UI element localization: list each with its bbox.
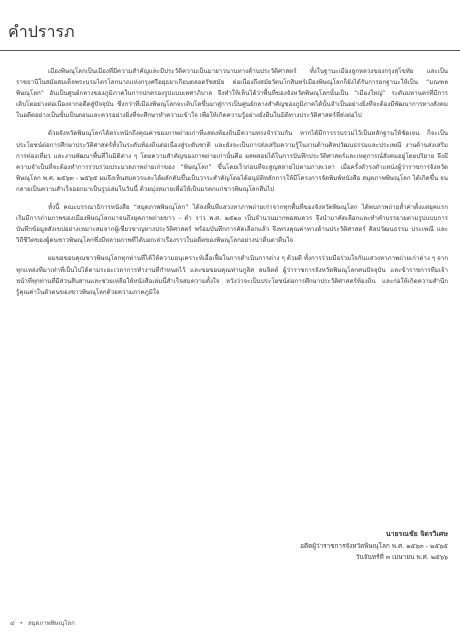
paragraph-4: ผมขอขอบคุณชาวพิษณุโลกทุกท่านที่ได้ให้ความอนุเคราะห์เอื้อเฟื้อในการดำเนินการต่าง ๆ ด้วยดี ทั้งการร่วมมือร่วมใจกันแสวงหาภาพถ่ายเก่าต่าง ๆ จากทุกแหล่งที่มาเท่าที่เป็นไปได้ตามระยะเวลาการทำงานที่กำหนดไว้ และขอขอบคุณท่านกูลิส ลนจิตต์ ผู้ว่าราชการจังหวัดพิษณุโลกคนปัจจุบัน และข้าราชการทีมเจ้าหน้าที่ทุกท่านที่มีส่วนสืบสานและช่วยเหลือให้หนังสือเล่มนี้สำเร็จสมความตั้งใจ หวังว่าจะเป็นประโยชน์ต่อการศึกษาประวัติศาสตร์ท้องถิ่น และก่อให้เกิดความสำนึกรู้คุณค่าในตัวตนของชาวพิษณุโลกด้วยความภาคภูมิใจ xyxy=(16,255,448,296)
page-title: คำปรารภ xyxy=(8,22,75,41)
page-footer xyxy=(10,618,75,628)
paragraph-3: ทั้งนี้ คณะบรรณาธิการหนังสือ “สมุดภาพพิษณุโลก” ได้ลงพื้นที่แสวงหาภาพถ่ายเก่าจากทุกพื้นที่ของจังหวัดพิษณุโลก ได้พบภาพถ่ายล้ำค่าตั้งแต่ยุคแรกเริ่มมีการถ่ายภาพของเมืองพิษณุโลกมาจนถึงยุคภาพถ่ายขาว - ดำ ราว พ.ศ. ๒๕๒๐ เป็นจำนวนมากพอสมควร จึงนำมาคัดเลือกและทำคำบรรยายตามรูปแบบการบันทึกข้อมูลสังเขปอย่างเหมาะสมจากผู้เชี่ยวชาญทางประวัติศาสตร์ พร้อมบันทึกการคัดเลือกแล้ว จึงทรงคุณค่าทางด้านประวัติศาสตร์ ศิลปวัฒนธรรม ประเพณี และวิถีชีวิตของผู้คนชาวพิษณุโลกซึ่งมีหลายภาพที่ได้บอกเล่าเรื่องราวในอดีตของพิษณุโลกอย่างน่าตื่นตาตื่นใจ xyxy=(16,204,448,245)
footer-bullet: • xyxy=(19,620,24,627)
page-number: ๔ xyxy=(10,620,15,627)
paragraph-2: ด้วยจังหวัดพิษณุโลกได้ตระหนักถึงคุณค่าของภาพถ่ายเก่าที่แสดงท้องถิ่นมีความทรงจำร่วมกัน หากได้มีการรวบรวมไว้เป็นหลักฐานให้ชัดเจน ก็จะเป็นประโยชน์ต่อการศึกษาประวัติศาสตร์ทั้งในระดับท้องถิ่นต่อเนื่องสู่ระดับชาติ และยังจะเป็นการส่งเสริมความรู้ในงานด้านศิลปวัฒนธรรมและประเพณี งานด้านส่งเสริมการท่องเที่ยว และงานพัฒนาพื้นที่ในมิติต่าง ๆ โดยความสำคัญของภาพถ่ายเก่านั้นคือ ผลพลอยได้ในการบันทึกประวัติศาสตร์และเหตุการณ์สังคมอยู่โดยปริยาย จึงมีความจำเป็นที่จะต้องทำการรวบรวมประมวลภาพถ่ายเก่าของ “พิษณุโลก” ขึ้นโดยเร็วก่อนที่จะสูญสลายไปตามกาลเวลา เมื่อครั้งดำรงตำแหน่งผู้ว่าราชการจังหวัดพิษณุโลก พ.ศ. ๒๕๖๓ - ๒๕๖๕ ผมจึงเห็นสมควรและได้ผลักดันขึ้นเป็นวาระสำคัญโดยได้อนุมัติหลักการให้มีโครงการจัดพิมพ์หนังสือ สมุดภาพพิษณุโลก ได้เกิดขึ้น จนกลายเป็นความสำเร็จออกมาเป็นรูปเล่มในวันนี้ ด้วยมุ่งหมายเพื่อให้เป็นมรดกแก่ชาวพิษณุโลกสืบไป xyxy=(16,130,448,193)
body-text xyxy=(16,66,448,298)
signer-name: นายรณชัย จิตรวิเศษ xyxy=(385,530,448,538)
signature-block xyxy=(228,529,448,564)
paragraph-1: เมืองพิษณุโลกเป็นเมืองที่มีความสำคัญและมีประวัติความเป็นมายาวนานทางด้านประวัติศาสตร์ ทั้งในฐานะเมืองลูกหลวงของกรุงสุโขทัย และเป็นราชธานีในสมัยสมเด็จพระบรมไตรโลกนาถแห่งกรุงศรีอยุธยาเกือบตลอดรัชสมัย ต่อเนื่องถึงสมัยวัดนโกสินทร์เมืองพิษณุโลกก็ยังได้รับการยกฐานะให้เป็น “มณฑลพิษณุโลก” อันเป็นศูนย์กลางของภูมิภาคในการปกครองรูปแบบเทศาภิบาล จึงทำให้เห็นได้ว่าพื้นที่ของจังหวัดพิษณุโลกนั้นเป็น “เมืองใหญ่” ระดับมหานครที่มีการเติบโตอย่างต่อเนื่องจากอดีตสู่ปัจจุบัน ซึ่งกว่าที่เมืองพิษณุโลกจะเติบโตขึ้นมาสู่การเป็นศูนย์กลางสำคัญของภูมิภาคได้นั้นจำเป็นอย่างยิ่งที่จะต้องมีพัฒนาการทางสังคมในอดีตอย่างเป็นขั้นเป็นตอนและควรอย่างยิ่งที่จะศึกษาทำความเข้าใจ เพื่อให้เกิดความรู้อย่างยั่งยืนในมิติทางประวัติศาสตร์ที่ส่งต่อไป xyxy=(16,68,448,120)
header-divider xyxy=(0,50,460,51)
page-header xyxy=(0,0,460,62)
footer-book-title: สมุดภาพพิษณุโลก xyxy=(27,620,75,627)
signature-date: วันจันทร์ที่ ๓ เมษายน พ.ศ. ๒๕๖๖ xyxy=(355,553,448,561)
signer-position: อดีตผู้ว่าราชการจังหวัดพิษณุโลก พ.ศ. ๒๕๖๓ - ๒๕๖๕ xyxy=(300,541,448,550)
